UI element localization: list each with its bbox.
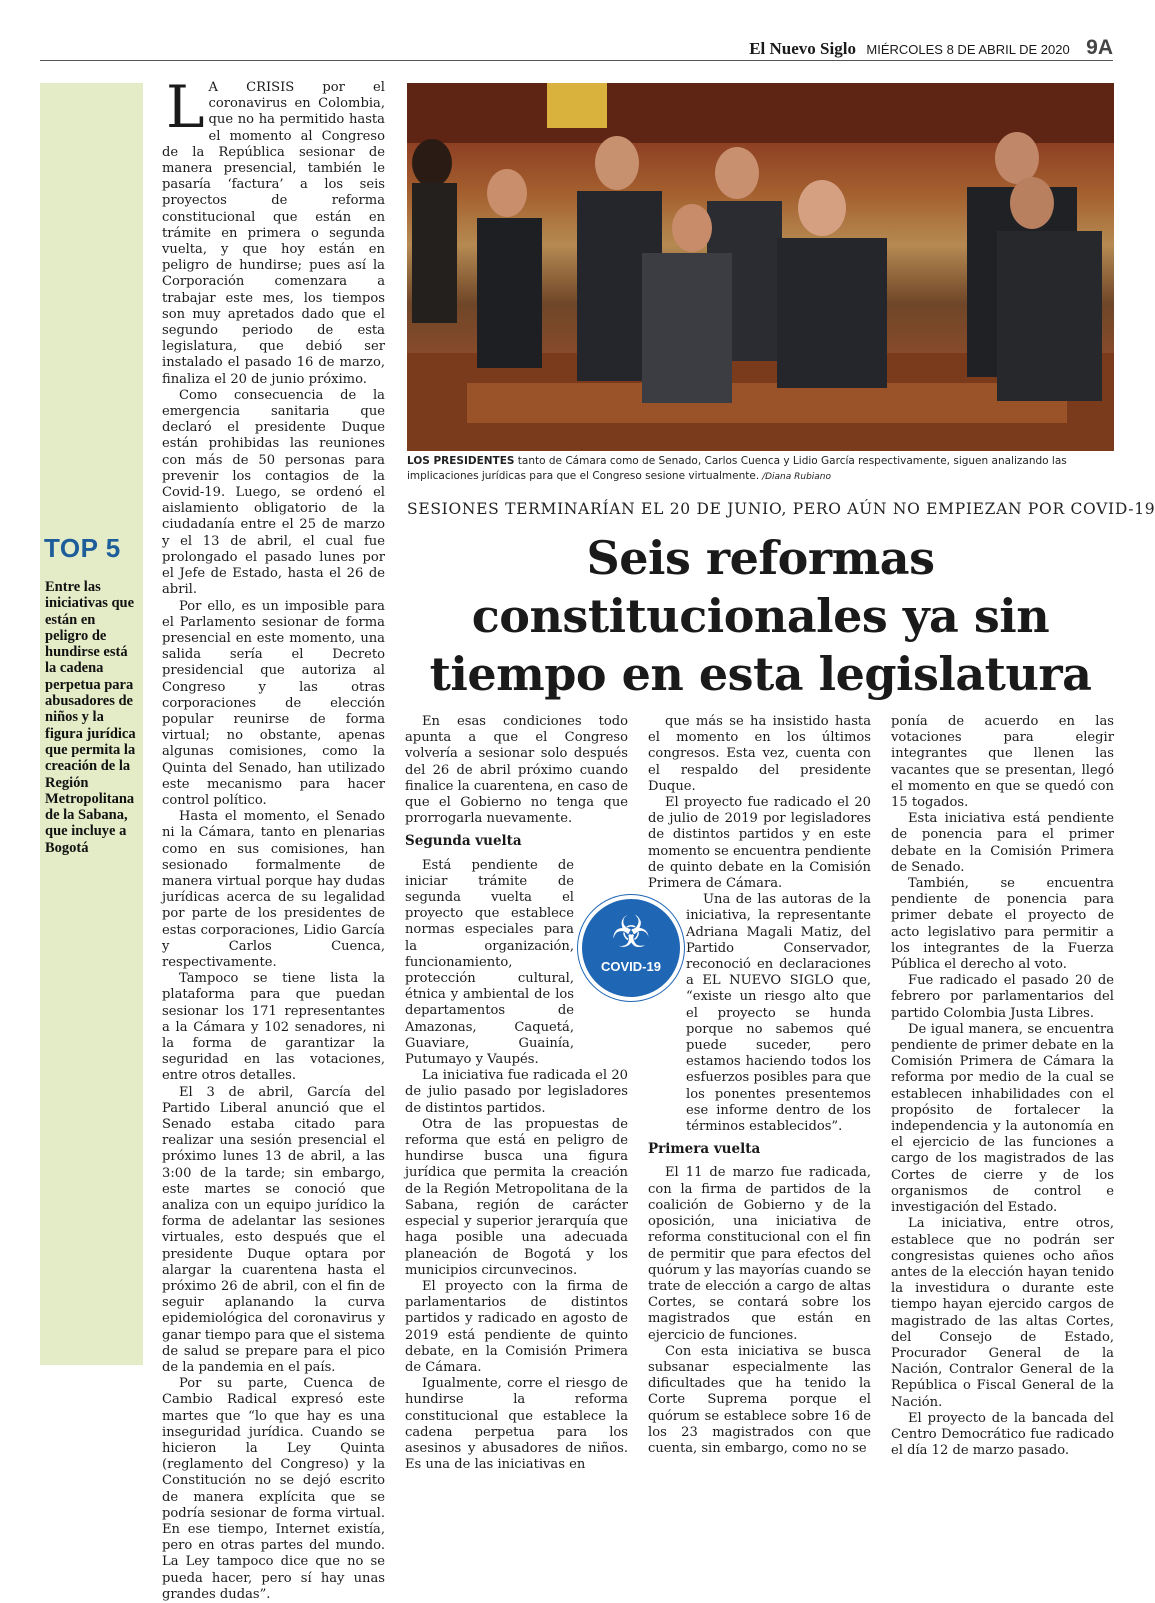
covid-label: COVID-19 (601, 959, 661, 974)
paragraph: En esas condiciones todo apunta a que el Congreso volvería a sesionar solo después del 26 de abril próximo cuando finalice la cuarentena, en caso de que el Gobierno no tenga que prorrogarla nuevamente. (405, 714, 628, 827)
subhead-segunda-vuelta: Segunda vuelta (405, 833, 522, 850)
headline-line: tiempo en esta legislatura (429, 647, 1092, 701)
photo-illustration (407, 83, 1114, 451)
paragraph: Tampoco se tiene lista la plataforma para que puedan sesionar los 171 representantes a la Cámara y 102 senadores, ni la forma de garantizar la seguridad en las votaciones, entre otros detalles. (162, 971, 385, 1084)
paragraph: Está pendiente de iniciar trámite de segunda vuelta el proyecto que establece normas especiales para la organización, funcionamiento, protección cultural, étnica y ambiental de los departamentos de Amazonas, Caquetá, Guaviare, Guainía, Putumayo y Vaupés. (405, 857, 574, 1068)
paragraph: Fue radicado el pasado 20 de febrero por parlamentarios del partido Colombia Justa Libres. (891, 973, 1114, 1021)
paragraph: La iniciativa fue radicada el 20 de julio pasado por legisladores de distintos partidos. (405, 1068, 628, 1116)
paragraph: De igual manera, se encuentra pendiente de primer debate en la Comisión Primera de Cámara la reforma por medio de la cual se establecen inhabilidades con el propósito de fortalecer la independencia y la autonomía en el ejercicio de las funciones a cargo de los magistrados de las Cortes de cierre y de los organismos de control e investigación del Estado. (891, 1021, 1114, 1216)
paragraph: Igualmente, corre el riesgo de hundirse la reforma constitucional que establece la cadena perpetua para los asesinos y abusadores de niños. Es una de las iniciativas en (405, 1376, 628, 1473)
top5-sidebar (40, 83, 143, 1365)
photo-credit: /Diana Rubiano (759, 472, 832, 482)
paragraph: Por su parte, Cuenca de Cambio Radical expresó este martes que “lo que hay es una inseguridad jurídica. Cuando se hicieron la Ley Quinta (reglamento del Congreso) y la Constitución no se dejó escrito de manera explícita que se podría sesionar de forma virtual. En ese tiempo, Internet existía, pero en otras partes del mundo. La Ley tampoco dice que no se pueda hacer, pero sí hay unas grandes dudas”. (162, 1376, 385, 1602)
paragraph: Como consecuencia de la emergencia sanitaria que declaró el presidente Duque están prohibidas las reuniones con más de 50 personas para prevenir los contagios de la Covid-19. Luego, se ordenó el aislamiento obligatorio de la ciudadanía entre el 25 de marzo y el 13 de abril, el cual fue prolongado el pasado lunes por el Jefe de Estado, hasta el 26 de abril. (162, 387, 385, 598)
paragraph: Con esta iniciativa se busca subsanar especialmente las dificultades que ha tenido la Corte Suprema porque el quórum se establece sobre 16 de los 23 magistrados con que cuenta, sin embargo, como no se (648, 1343, 871, 1456)
paragraph: que más se ha insistido hasta el momento en los últimos congresos. Esta vez, cuenta con el respaldo del presidente Duque. (648, 714, 871, 794)
publication-date: MIÉRCOLES 8 DE ABRIL DE 2020 (866, 42, 1070, 57)
article-column-3 (648, 714, 871, 1457)
paragraph: Una de las autoras de la iniciativa, la representante Adriana Magali Matiz, del Partido Conservador, reconoció en declaraciones a EL NUEVO SIGLO que, “existe un riesgo alto que el proyecto se hunda porque no sabemos qué puede suceder, pero estamos haciendo todos los esfuerzos posibles para que los ponentes presentemos ese informe dentro de los términos establecidos”. (686, 892, 871, 1135)
article-kicker: SESIONES TERMINARÍAN EL 20 DE JUNIO, PERO AÚN NO EMPIEZAN POR COVID-19 (407, 500, 1155, 518)
paragraph: El proyecto de la bancada del Centro Democrático fue radicado el día 12 de marzo pasado. (891, 1410, 1114, 1459)
dropcap: L (166, 73, 205, 141)
article-headline (407, 529, 1114, 703)
congress-photo (407, 83, 1114, 451)
paragraph: El proyecto con la firma de parlamentarios de distintos partidos y radicado en agosto de 2019 está pendiente de quinto debate, en la Comisión Primera de Cámara. (405, 1278, 628, 1375)
top5-text: Entre las iniciativas que están en peligro de hundirse está la cadena perpetua para abusadores de niños y la figura jurídica que permita la creación de la Región Metropolitana de la Sabana, que incluye a Bogotá (45, 579, 136, 856)
page-number: 9A (1086, 36, 1113, 59)
paragraph: Por ello, es un imposible para el Parlamento sesionar de forma presencial en este momento, una salida sería el Decreto presidencial que autoriza al Congreso y las otras corporaciones de elección popular reunirse de forma virtual; no obstante, apenas algunas comisiones, como la Quinta del Senado, han utilizado este mecanismo para hacer control político. (162, 598, 385, 808)
biohazard-icon: ☣ (611, 907, 651, 958)
header-info (749, 36, 1113, 60)
covid-badge (578, 895, 684, 1001)
paragraph: Esta iniciativa está pendiente de ponencia para el primer debate en la Comisión Primera de Senado. (891, 811, 1114, 875)
paragraph: ponía de acuerdo en las votaciones para elegir integrantes que llenen las vacantes que se presentan, llegó el momento en que se quedó con 15 togados. (891, 714, 1114, 811)
subhead-primera-vuelta: Primera vuelta (648, 1141, 761, 1158)
newspaper-name: El Nuevo Siglo (749, 39, 856, 58)
article-column-2 (405, 714, 628, 1473)
article-column-1 (162, 73, 385, 1603)
page-header (40, 34, 1113, 61)
photo-caption (407, 454, 1114, 485)
paragraph: El 3 de abril, García del Partido Liberal anunció que el Senado estaba citado para realizar una sesión presencial el próximo lunes 13 de abril, a las 3:00 de la tarde; sin embargo, este martes se conoció que analiza con un equipo jurídico la forma de adelantar las sesiones virtuales, esto después que el presidente Duque optara por alargar la cuarentena hasta el próximo 26 de abril, con el fin de seguir aplanando la curva epidemiológica del coronavirus y ganar tiempo para que el sistema de salud se prepare para el pico de la pandemia en el país. (162, 1084, 385, 1376)
caption-lead: LOS PRESIDENTES (407, 455, 515, 467)
headline-line: Seis reformas (586, 531, 935, 585)
paragraph: A CRISIS por el coronavirus en Colombia, que no ha permitido hasta el momento al Congreso de la República sesionar de manera presencial, también le pasaría ‘factura’ a los seis proyectos de reforma constitucional que están en trámite en primera o segunda vuelta, y que hoy están en peligro de hundirse; pues así la Corporación comenzara a trabajar este mes, los tiempos son muy apretados dado que el segundo periodo de esta legislatura, que debió ser instalado el pasado 16 de marzo, finaliza el 20 de junio próximo. (162, 80, 385, 387)
paragraph: Otra de las propuestas de reforma que está en peligro de hundirse busca una figura jurídica que permita la creación de la Región Metropolitana de la Sabana, región de carácter especial y superior jerarquía que haga posible una adecuada planeación de Bogotá y los municipios circunvecinos. (405, 1116, 628, 1278)
paragraph: El 11 de marzo fue radicada, con la firma de partidos de la coalición de Gobierno y de la oposición, una iniciativa de reforma constitucional con el fin de permitir que para efectos del quórum y las mayorías cuando se trate de elección a cargo de altas Cortes, se contará sobre los magistrados que están en ejercicio de funciones. (648, 1165, 871, 1343)
article-column-4 (891, 714, 1114, 1459)
caption-text: tanto de Cámara como de Senado, Carlos Cuenca y Lidio García respectivamente, siguen analizando las implicaciones jurídicas para que el Congreso sesione virtualmente. (407, 455, 1067, 482)
paragraph: También, se encuentra pendiente de ponencia para primer debate el proyecto de acto legislativo para permitir a los integrantes de la Fuerza Pública el derecho al voto. (891, 876, 1114, 973)
paragraph: Hasta el momento, el Senado ni la Cámara, tanto en plenarias como en sus comisiones, han sesionado formalmente de manera virtual porque hay dudas jurídicas acerca de su legalidad por parte de los presidentes de estas corporaciones, Lidio García y Carlos Cuenca, respectivamente. (162, 809, 385, 970)
paragraph: El proyecto fue radicado el 20 de julio de 2019 por legisladores de distintos partidos y en este momento se encuentra pendiente de quinto debate en la Comisión Primera de Cámara. (648, 795, 871, 892)
headline-line: constitucionales ya sin (471, 589, 1050, 643)
top5-title: TOP 5 (44, 533, 121, 563)
paragraph: La iniciativa, entre otros, establece que no podrán ser congresistas quienes ocho años antes de la elección hayan tenido la investidura o durante este tiempo hayan ejercido cargos de magistrado de las altas Cortes, del Consejo de Estado, Procurador General de la Nación, Contralor General de la República o Fiscal General de la Nación. (891, 1216, 1114, 1410)
